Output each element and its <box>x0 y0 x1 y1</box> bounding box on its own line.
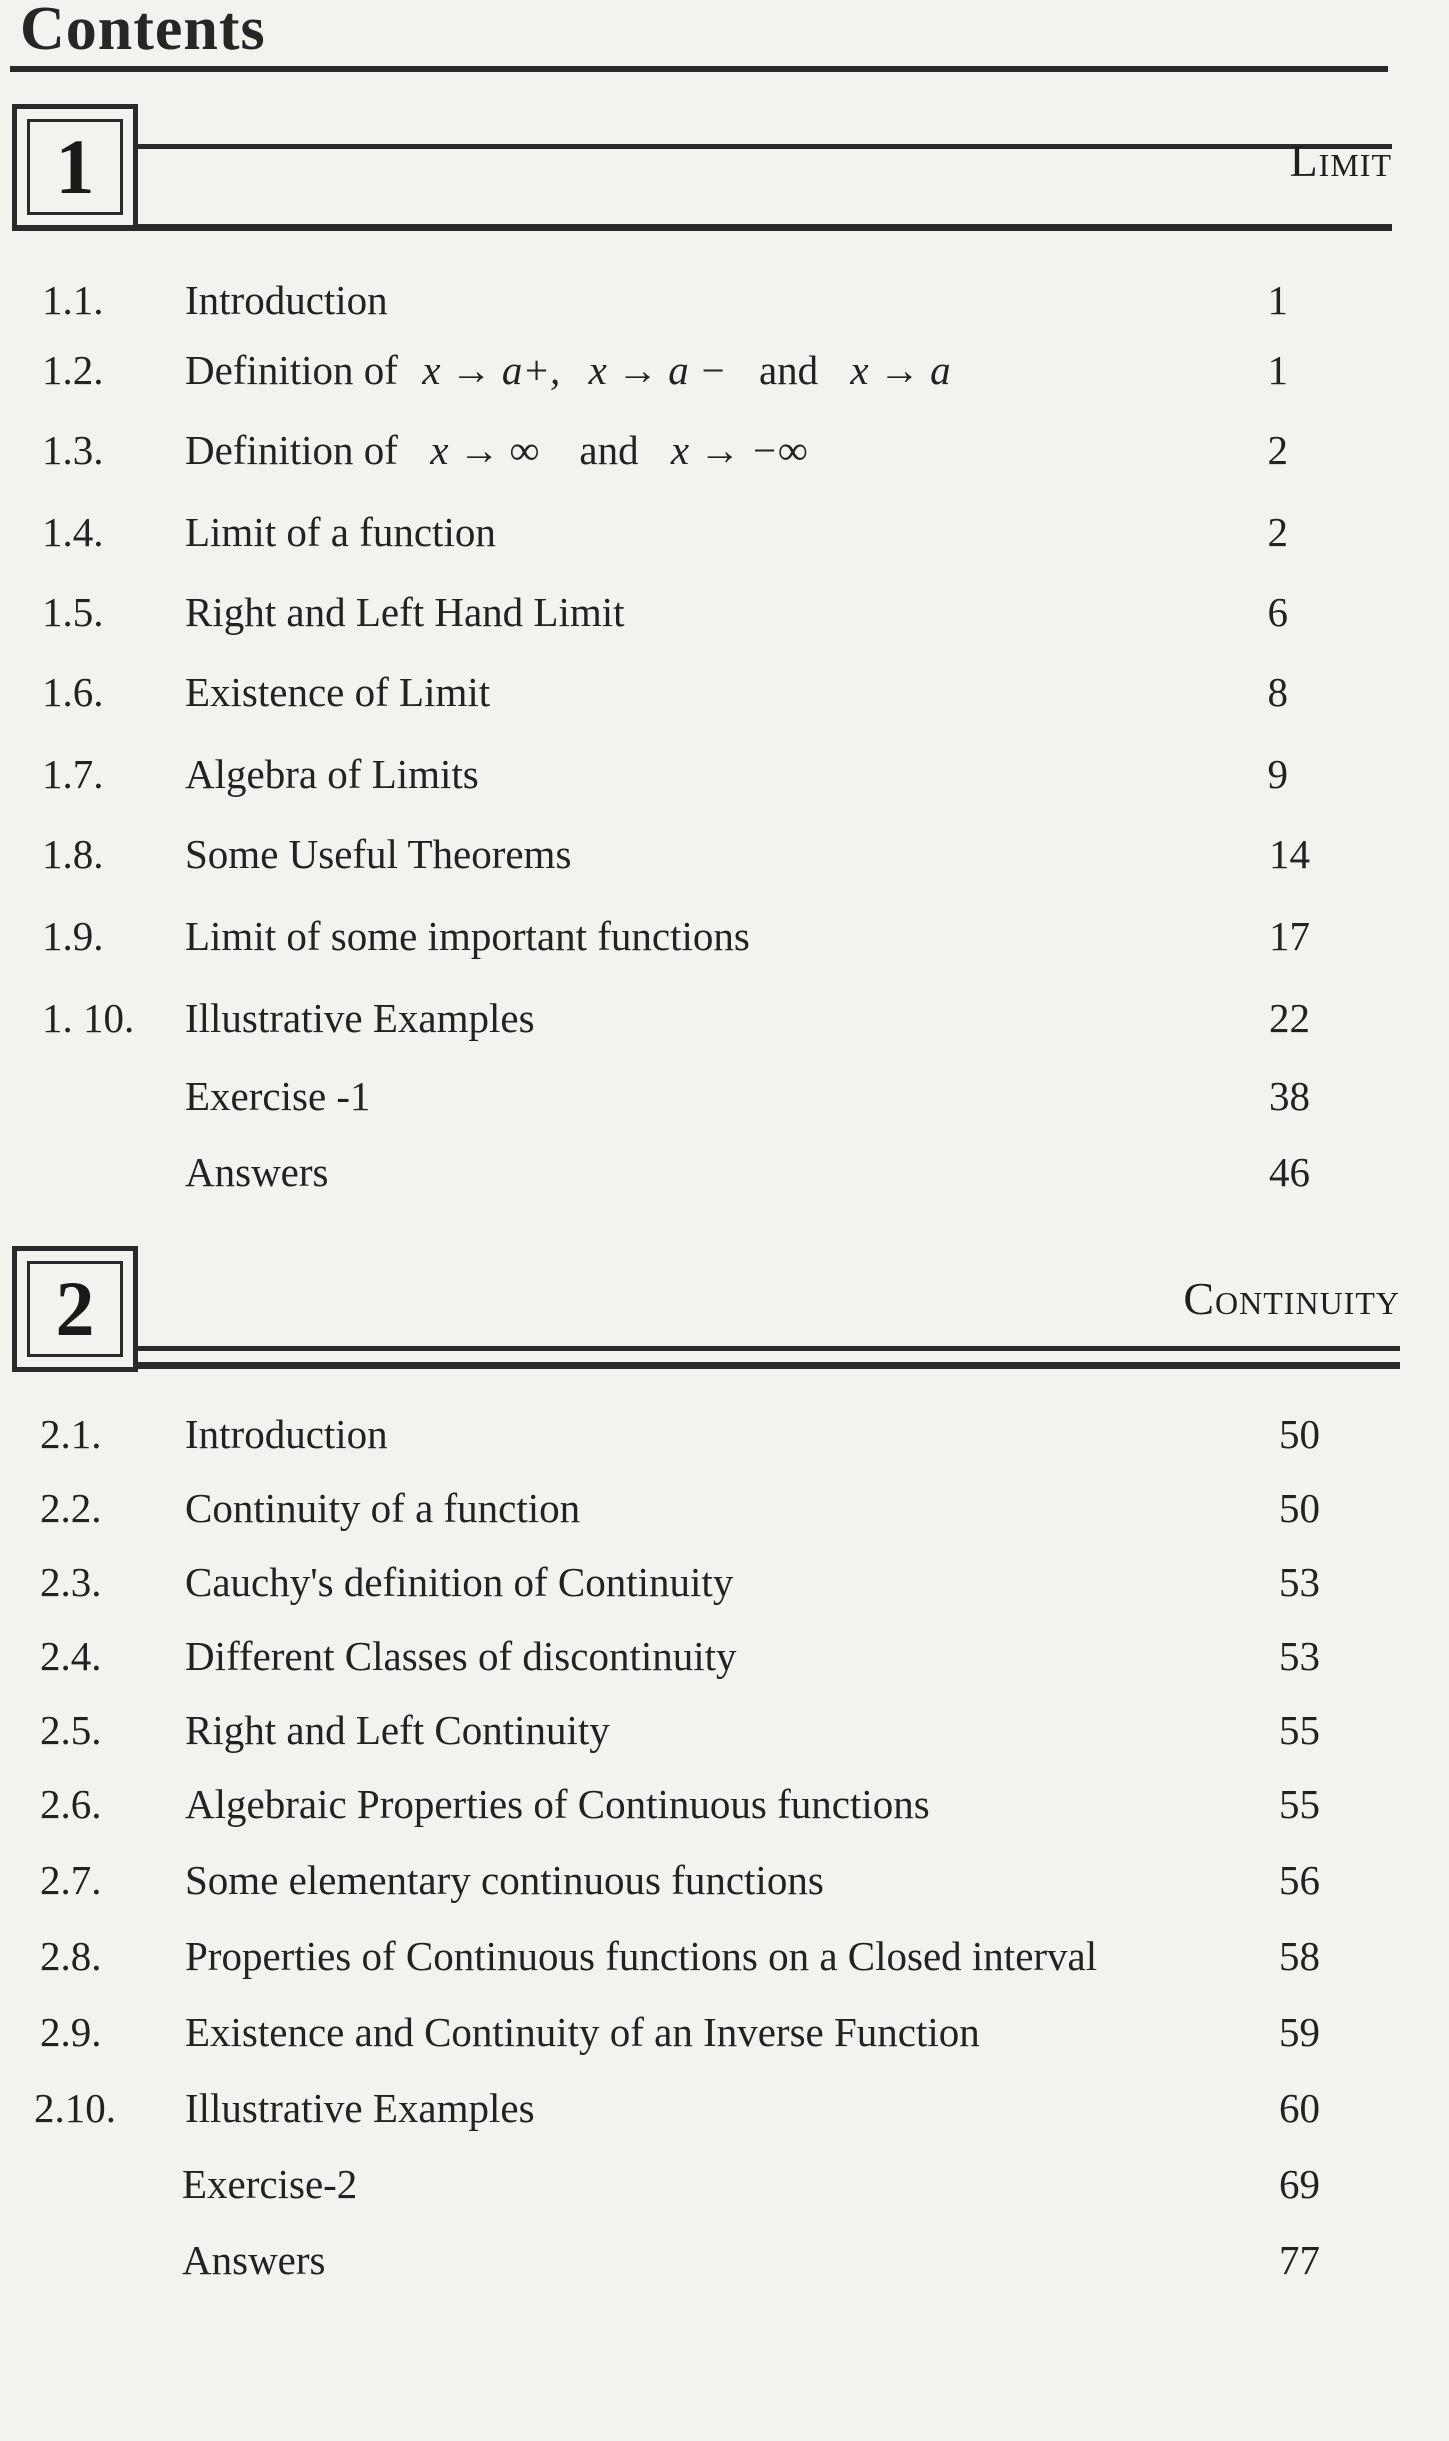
entry-title: Illustrative Examples <box>185 995 535 1041</box>
entry-title-text: Definition of <box>185 427 398 473</box>
entry-page: 60 <box>1279 2085 1320 2131</box>
entry-title: Properties of Continuous functions on a Closed interval <box>185 1933 1098 1979</box>
entry-page: 53 <box>1279 1633 1320 1679</box>
contents-heading: Contents <box>20 0 266 63</box>
entry-page: 55 <box>1279 1781 1320 1827</box>
entry-page: 9 <box>1267 751 1288 797</box>
entry-number: 1.8. <box>42 831 104 877</box>
entry-number: 2.3. <box>40 1559 102 1605</box>
chapter-1-header <box>12 104 1392 236</box>
entry-page: 6 <box>1267 589 1288 635</box>
entry-title: Limit of some important functions <box>185 913 750 959</box>
entry-title: Introduction <box>185 1411 388 1457</box>
chapter-rule-thick <box>12 1362 1400 1369</box>
entry-number: 2.10. <box>34 2085 116 2131</box>
entry-page: 50 <box>1279 1485 1320 1531</box>
entry-number: 2.8. <box>40 1933 102 1979</box>
entry-title: Right and Left Continuity <box>185 1707 610 1753</box>
entry-page: 1 <box>1267 277 1288 323</box>
entry-title-text: and <box>758 347 819 393</box>
entry-title: Introduction <box>185 277 388 323</box>
entry-page: 56 <box>1279 1857 1320 1903</box>
entry-page: 46 <box>1269 1149 1310 1195</box>
entry-number: 1.9. <box>42 913 104 959</box>
entry-title: Limit of a function <box>185 509 496 555</box>
entry-number: 2.5. <box>40 1707 102 1753</box>
entry-math: x → a <box>850 347 951 393</box>
entry-title: Right and Left Hand Limit <box>185 589 625 635</box>
entry-title <box>185 346 951 394</box>
entry-math: x → a+, <box>422 347 561 393</box>
chapter-title: Limit <box>1289 135 1392 186</box>
entry-number: 1.4. <box>42 509 104 555</box>
chapter-number: 1 <box>27 119 123 215</box>
chapter-number-box <box>12 104 138 230</box>
entry-title: Algebraic Properties of Continuous functions <box>185 1781 930 1827</box>
entry-number: 2.7. <box>40 1857 102 1903</box>
entry-page: 50 <box>1279 1411 1320 1457</box>
entry-title: Answers <box>182 2237 326 2283</box>
entry-title: Existence and Continuity of an Inverse Function <box>185 2009 980 2055</box>
entry-number: 2.1. <box>40 1411 102 1457</box>
entry-math: x → −∞ <box>670 427 808 473</box>
entry-title-text: Definition of <box>185 347 398 393</box>
entry-title: Algebra of Limits <box>185 751 479 797</box>
entry-math: x → ∞ <box>430 427 540 473</box>
entry-title: Cauchy's definition of Continuity <box>185 1559 734 1605</box>
entry-title: Some Useful Theorems <box>185 831 572 877</box>
entry-title: Exercise -1 <box>185 1073 371 1119</box>
entry-page: 17 <box>1269 913 1310 959</box>
entry-page: 2 <box>1267 427 1288 473</box>
entry-number: 1.5. <box>42 589 104 635</box>
entry-number: 1.1. <box>42 277 104 323</box>
entry-number: 2.4. <box>40 1633 102 1679</box>
entry-math: x → a − <box>588 347 727 393</box>
entry-number: 2.9. <box>40 2009 102 2055</box>
entry-title: Different Classes of discontinuity <box>185 1633 737 1679</box>
chapter-title: Continuity <box>1183 1273 1400 1324</box>
entry-number: 1. 10. <box>42 995 135 1041</box>
entry-title-text: and <box>579 427 639 473</box>
chapter-rule-thin <box>138 1346 1400 1351</box>
entry-title <box>185 426 807 474</box>
entry-number: 2.2. <box>40 1485 102 1531</box>
entry-title: Exercise-2 <box>182 2161 358 2207</box>
entry-page: 58 <box>1279 1933 1320 1979</box>
entry-page: 59 <box>1279 2009 1320 2055</box>
chapter-2-header <box>12 1246 1400 1378</box>
entry-title: Existence of Limit <box>185 669 491 715</box>
entry-page: 53 <box>1279 1559 1320 1605</box>
entry-title: Some elementary continuous functions <box>185 1857 824 1903</box>
entry-page: 38 <box>1269 1073 1310 1119</box>
entry-number: 1.2. <box>42 347 104 393</box>
entry-page: 2 <box>1267 509 1288 555</box>
entry-title: Answers <box>185 1149 329 1195</box>
entry-page: 1 <box>1267 347 1288 393</box>
entry-number: 1.6. <box>42 669 104 715</box>
heading-rule <box>10 66 1388 72</box>
entry-page: 14 <box>1269 831 1310 877</box>
chapter-rule-thin <box>138 144 1392 149</box>
entry-page: 55 <box>1279 1707 1320 1753</box>
entry-page: 69 <box>1279 2161 1320 2207</box>
entry-title: Continuity of a function <box>185 1485 581 1531</box>
entry-title: Illustrative Examples <box>185 2085 535 2131</box>
entry-number: 1.3. <box>42 427 104 473</box>
entry-page: 77 <box>1279 2237 1320 2283</box>
entry-page: 8 <box>1267 669 1288 715</box>
entry-page: 22 <box>1269 995 1310 1041</box>
chapter-number: 2 <box>27 1261 123 1357</box>
entry-number: 2.6. <box>40 1781 102 1827</box>
entry-number: 1.7. <box>42 751 104 797</box>
chapter-rule-thick <box>12 224 1392 231</box>
chapter-number-box <box>12 1246 138 1372</box>
